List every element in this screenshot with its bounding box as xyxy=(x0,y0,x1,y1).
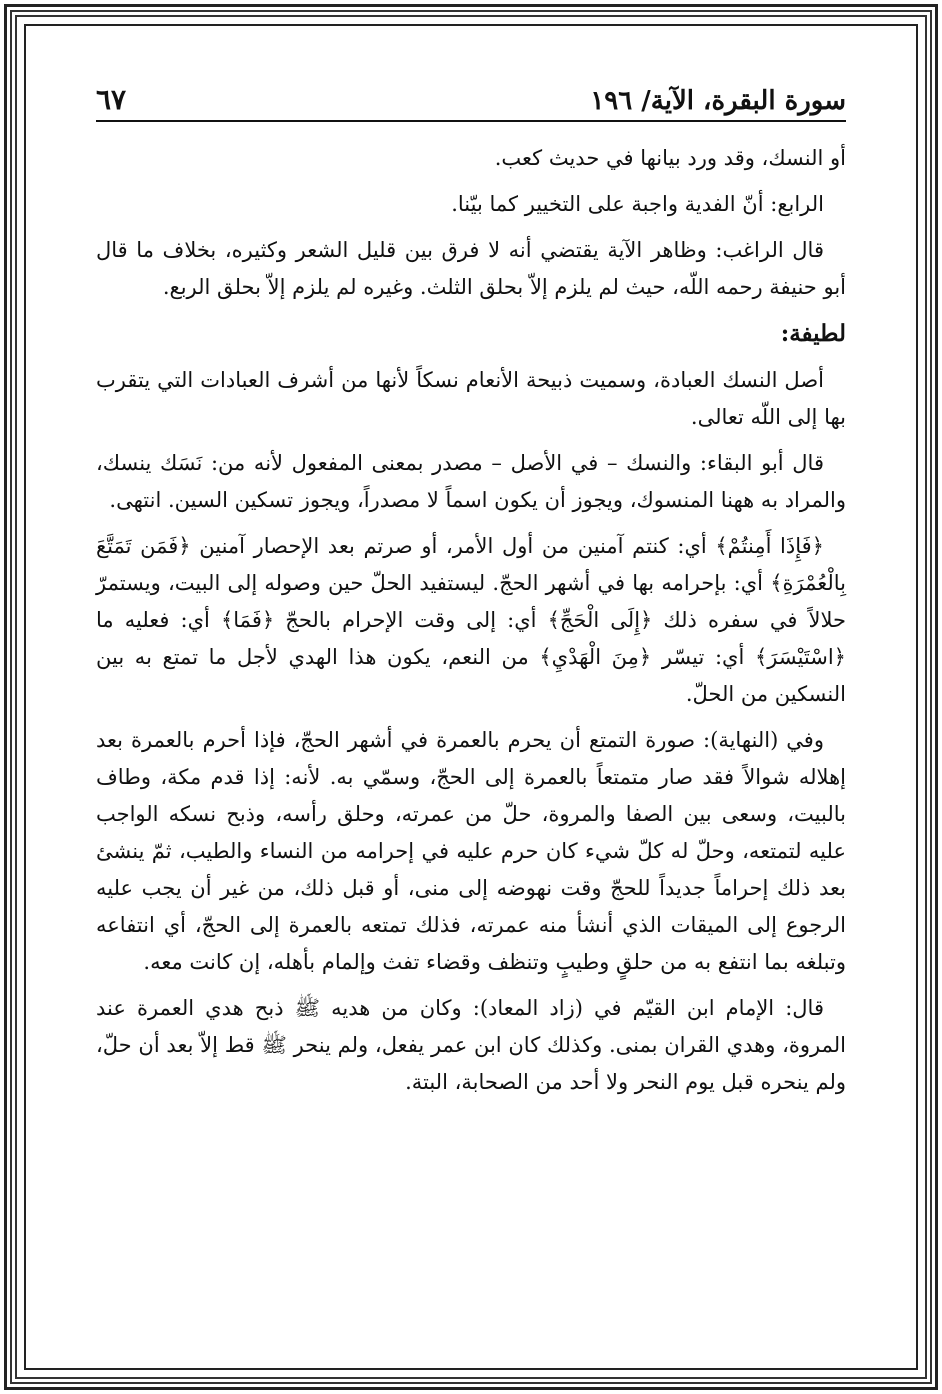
paragraph: ﴿فَإِذَا أَمِنتُمْ﴾ أي: كنتم آمنين من أول الأمر، أو صرتم بعد الإحصار آمنين ﴿فَمَن تَمَتَّعَ بِالْعُمْرَةِ﴾ أي: بإحرامه بها في أشهر الحجّ. ليستفيد الحلّ حين وصوله إلى البيت، ويستمرّ حلالاً في سفره ذلك ﴿إِلَى الْحَجِّ﴾ أي: إلى وقت الإحرام بالحجّ ﴿فَمَا﴾ أي: فعليه ما ﴿اسْتَيْسَرَ﴾ أي: تيسّر ﴿مِنَ الْهَدْيِ﴾ من النعم، يكون هذا الهدي لأجل ما تمتع به بين النسكين من الحلّ. xyxy=(96,534,846,706)
paragraph: قال الراغب: وظاهر الآية يقتضي أنه لا فرق بين قليل الشعر وكثيره، بخلاف ما قال أبو حنيفة رحمه اللّه، حيث لم يلزم إلاّ بحلق الثلث. وغيره لم يلزم إلاّ بحلق الربع. xyxy=(96,238,846,299)
header-rule xyxy=(96,120,846,122)
paragraph: قال أبو البقاء: والنسك – في الأصل – مصدر بمعنى المفعول لأنه من: نَسَك ينسك، والمراد به ههنا المنسوك، ويجوز أن يكون اسماً لا مصدراً، ويجوز تسكين السين. انتهى. xyxy=(96,451,846,512)
paragraph: الرابع: أنّ الفدية واجبة على التخيير كما بيّنا. xyxy=(451,192,824,216)
page-body xyxy=(96,140,846,1314)
paragraph: وفي (النهاية): صورة التمتع أن يحرم بالعمرة في أشهر الحجّ، فإذا أحرم بالعمرة بعد إهلاله شوالاً فقد صار متمتعاً بالعمرة إلى الحجّ، وسمّي به. لأنه: إذا قدم مكة، وطاف بالبيت، وسعى بين الصفا والمروة، حلّ من عمرته، وحلق رأسه، وذبح نسكه الواجب عليه لتمتعه، وحلّ له كلّ شيء كان حرم عليه في إحرامه من النساء والطيب، ثمّ ينشئ بعد ذلك إحراماً جديداً للحجّ وقت نهوضه إلى منى، أو قبل ذلك، من غير أن يجب عليه الرجوع إلى الميقات الذي أنشأ منه عمرته، فذلك تمتعه بالعمرة إلى الحجّ، أي انتفاعه وتبلغه بما انتفع به من حلقٍ وطيبٍ وتنظف وقضاء تفث وإلمام بأهله، إن كانت معه. xyxy=(96,728,846,974)
paragraph: أو النسك، وقد ورد بيانها في حديث كعب. xyxy=(494,146,846,170)
page-number: ٦٧ xyxy=(96,83,127,116)
running-header xyxy=(96,68,846,116)
paragraph: أصل النسك العبادة، وسميت ذبيحة الأنعام نسكاً لأنها من أشرف العبادات التي يتقرب بها إلى اللّه تعالى. xyxy=(96,368,846,429)
paragraph: قال: الإمام ابن القيّم في (زاد المعاد): وكان من هديه ﷺ ذبح هدي العمرة عند المروة، وهدي القران بمنى. وكذلك كان ابن عمر يفعل، ولم ينحر ﷺ قط إلاّ بعد أن حلّ، ولم ينحره قبل يوم النحر ولا أحد من الصحابة، البتة. xyxy=(96,996,846,1094)
surah-title: سورة البقرة، الآية/ ١٩٦ xyxy=(590,86,846,116)
section-heading: لطيفة: xyxy=(780,320,846,347)
